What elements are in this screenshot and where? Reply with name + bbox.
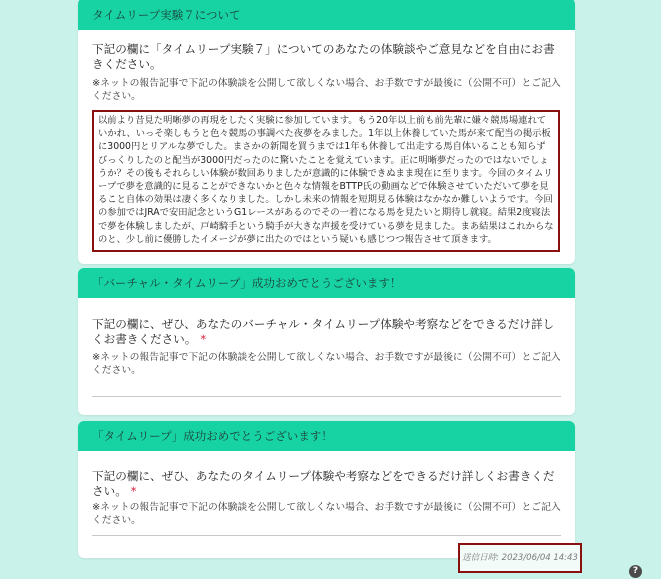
answer-textarea[interactable]: 以前より昔見た明晰夢の再現をしたく実験に参加しています。もう20年以上前も前先輩に嫌々競馬場連れていかれ、いっそ楽しもうと色々競馬の事調べた夜夢をみました。1年以上休養していた馬が来て配当の掲示板に3000円とリアルな夢でした。まさかの新聞を買うまでは1年も休養して出走する馬自体いることも知らずびっくりしたのと配当が3000円だったのに驚いたことを覚えています。正に明晰夢だったのではないでしょうか？その後もそれらしい体験が数回ありましたが意識的に体験できぬまま現在に至ります。今回のタイムリープで夢を意識的に見ることができないかと色々な情報をBTTP氏の動画などで体験させていただいて夢を見ること自体の効果は凄く多くなりました。しかし未来の情報を短期見る体験はなかなか難しいようです。今回の参加ではJRAで安田記念というG1レースがあるのでその一着になる馬を見たいと期待し就寝。結果2度寝法で夢を体験しましたが、戸崎騎手という騎手が大きな声援を受けている夢を見ました。まあ結果はこれからなのと、少し前に優勝したイメージが夢に出たのではという疑いも感じつつ報告させて頂きます。	[92, 110, 560, 252]
question-label: 下記の欄に、ぜひ、あなたのタイムリープ体験や考察などをできるだけ詳しくお書きください。	[92, 469, 555, 498]
question-card-virtual-timeleap	[78, 268, 575, 415]
required-mark: *	[200, 332, 207, 346]
card-header: タイムリープ実験７について	[78, 0, 575, 30]
card-header: 「タイムリープ」成功おめでとうございます！	[78, 421, 575, 451]
answer-input-line[interactable]	[92, 535, 561, 536]
card-header: 「バーチャル・タイムリープ」成功おめでとうございます！	[78, 268, 575, 298]
question-text: 下記の欄に「タイムリープ実験７」についてのあなたの体験談やご意見などを自由にお書きください。	[92, 42, 555, 71]
question-card-timeleap	[78, 421, 575, 558]
faded-text	[92, 30, 561, 42]
required-mark: *	[130, 484, 137, 498]
question-text	[92, 317, 561, 347]
submission-timestamp: 送信日時: 2023/06/04 14:43	[458, 543, 582, 573]
answer-input-line[interactable]	[92, 396, 561, 397]
note-text: ※ネットの報告記事で下記の体験談を公開して欲しくない場合、お手数ですが最後に（公開不可）とご記入ください。	[92, 78, 561, 102]
note-text: ※ネットの報告記事で下記の体験談を公開して欲しくない場合、お手数ですが最後に（公開不可）とご記入ください。	[92, 352, 561, 376]
note-text: ※ネットの報告記事で下記の体験談を公開して欲しくない場合、お手数ですが最後に（公開不可）とご記入ください。	[92, 502, 561, 526]
question-label: 下記の欄に、ぜひ、あなたのバーチャル・タイムリープ体験や考察などをできるだけ詳しくお書きください。	[92, 317, 555, 346]
question-card-timeleap-experiment	[78, 0, 575, 264]
help-icon[interactable]: ?	[629, 565, 642, 578]
question-text	[92, 469, 561, 499]
form-column	[78, 0, 575, 579]
